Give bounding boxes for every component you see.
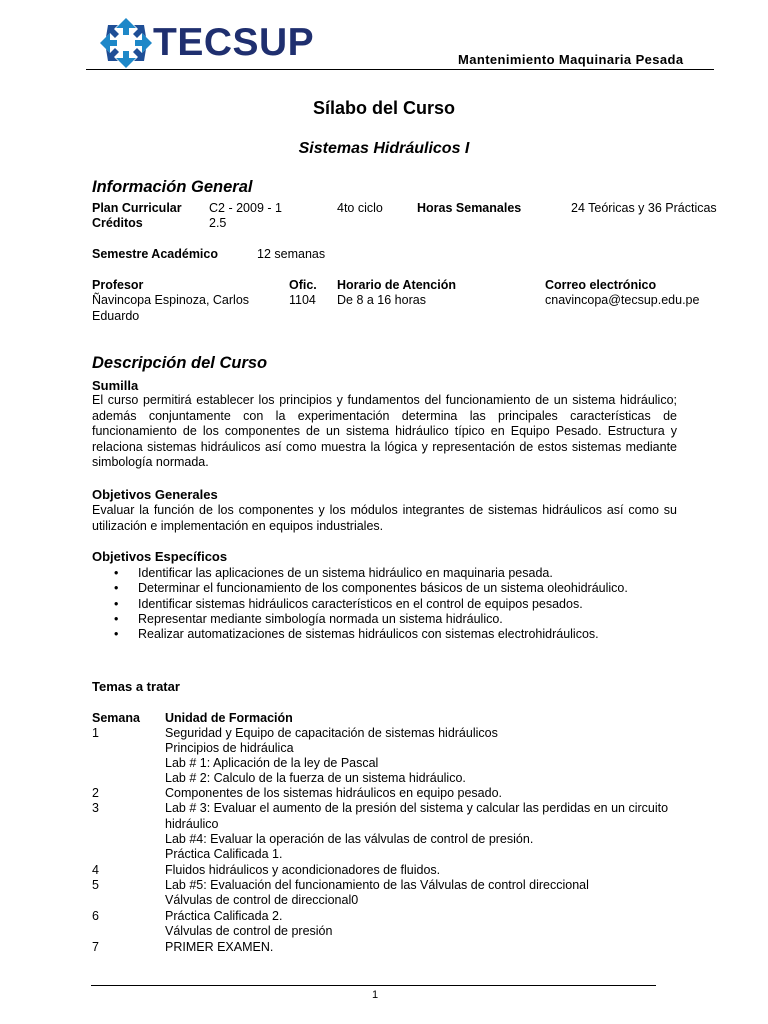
objective-text: Realizar automatizaciones de sistemas hidráulicos con sistemas electrohidráulicos. — [138, 627, 599, 642]
list-item — [92, 597, 682, 612]
bullet-icon: • — [114, 611, 119, 626]
unit-line: Práctica Calificada 2. — [165, 909, 283, 923]
unit-line: Válvulas de control de direccional0 — [165, 893, 359, 907]
email-label: Correo electrónico — [545, 278, 657, 292]
general-info-heading: Información General — [92, 178, 253, 196]
topics-heading: Temas a tratar — [92, 679, 180, 694]
semester-label: Semestre Académico — [92, 247, 218, 261]
week-number: 4 — [92, 863, 99, 877]
unit-line: Práctica Calificada 1. — [165, 847, 283, 861]
credits-label: Créditos — [92, 216, 143, 230]
week-column-header: Semana — [92, 711, 140, 725]
list-item — [92, 612, 682, 627]
schedule-value: De 8 a 16 horas — [337, 293, 426, 307]
objective-text: Identificar sistemas hidráulicos característicos en el control de equipos pesados. — [138, 596, 583, 611]
list-item — [92, 627, 682, 642]
logo-text: TECSUP — [153, 21, 315, 64]
footer-divider — [91, 985, 656, 986]
hours-label: Horas Semanales — [417, 201, 522, 215]
email-value[interactable]: cnavincopa@tecsup.edu.pe — [545, 293, 700, 307]
credits-value: 2.5 — [209, 216, 227, 230]
objective-text: Determinar el funcionamiento de los componentes básicos de un sistema oleohidráulico. — [138, 581, 628, 596]
unit-line: Lab # 1: Aplicación de la ley de Pascal — [165, 756, 379, 770]
general-objectives-text: Evaluar la función de los componentes y los módulos integrantes de sistemas hidráulicos así como su utilización e implementación en equipos industriales. — [92, 503, 677, 533]
bullet-icon: • — [114, 596, 119, 611]
tecsup-logo-mark — [98, 16, 154, 70]
unit-line: Principios de hidráulica — [165, 741, 294, 755]
bullet-icon: • — [114, 627, 119, 642]
list-item — [92, 566, 682, 581]
description-heading: Descripción del Curso — [92, 354, 268, 372]
plan-value: C2 - 2009 - 1 — [209, 201, 282, 215]
week-number: 2 — [92, 786, 99, 800]
plan-label: Plan Curricular — [92, 201, 182, 215]
week-number: 5 — [92, 878, 99, 892]
page-number: 1 — [372, 989, 379, 1001]
objective-text: Identificar las aplicaciones de un sistema hidráulico en maquinaria pesada. — [138, 566, 553, 580]
week-number: 7 — [92, 940, 99, 954]
week-number: 3 — [92, 801, 99, 815]
bullet-icon: • — [114, 566, 119, 580]
unit-line: Componentes de los sistemas hidráulicos en equipo pesado. — [165, 786, 503, 800]
specific-objectives-list — [92, 566, 682, 642]
cycle-value: 4to ciclo — [337, 201, 383, 215]
unit-line: Seguridad y Equipo de capacitación de sistemas hidráulicos — [165, 726, 498, 740]
unit-line: Lab # 3: Evaluar el aumento de la presión del sistema y calcular las perdidas en un circuito — [165, 801, 669, 815]
header-subtitle: Mantenimiento Maquinaria Pesada — [458, 52, 684, 67]
professor-name-line1: Ñavincopa Espinoza, Carlos — [92, 293, 250, 307]
professor-label: Profesor — [92, 278, 144, 292]
unit-column-header: Unidad de Formación — [165, 711, 293, 725]
unit-line: Válvulas de control de presión — [165, 924, 333, 938]
sumilla-text: El curso permitirá establecer los principios y fundamentos del funcionamiento de un sistema hidráulico; además conjuntamente con la experimentación determina las principales características de funcionamiento de los componentes de un sistema hidráulico típico en Equipo Pesado. Estructura y relaciona sistemas hidráulicos así como muestra la lógica y representación de estos sistemas mediante simbología normada. — [92, 393, 677, 469]
office-label: Ofic. — [289, 278, 317, 292]
semester-value: 12 semanas — [257, 247, 326, 261]
list-item — [92, 581, 682, 596]
document-title: Sílabo del Curso — [312, 98, 456, 118]
course-title: Sistemas Hidráulicos I — [298, 140, 470, 157]
week-number: 6 — [92, 909, 99, 923]
objective-text: Representar mediante simbología normada un sistema hidráulico. — [138, 611, 503, 626]
week-number: 1 — [92, 726, 99, 740]
unit-line: Lab # 2: Calculo de la fuerza de un sistema hidráulico. — [165, 771, 466, 785]
unit-line: hidráulico — [165, 817, 219, 831]
bullet-icon: • — [114, 581, 119, 596]
general-objectives-heading: Objetivos Generales — [92, 487, 218, 502]
unit-line: Lab #5: Evaluación del funcionamiento de las Válvulas de control direccional — [165, 878, 589, 892]
schedule-label: Horario de Atención — [337, 278, 456, 292]
sumilla-heading: Sumilla — [92, 378, 139, 393]
unit-line: Fluidos hidráulicos y acondicionadores de fluidos. — [165, 863, 441, 877]
unit-line: PRIMER EXAMEN. — [165, 940, 274, 954]
office-value: 1104 — [289, 293, 316, 307]
professor-name-line2: Eduardo — [92, 309, 140, 323]
header-divider — [86, 69, 714, 70]
unit-line: Lab #4: Evaluar la operación de las válvulas de control de presión. — [165, 832, 534, 846]
specific-objectives-heading: Objetivos Específicos — [92, 549, 228, 564]
hours-value: 24 Teóricas y 36 Prácticas — [571, 201, 717, 215]
